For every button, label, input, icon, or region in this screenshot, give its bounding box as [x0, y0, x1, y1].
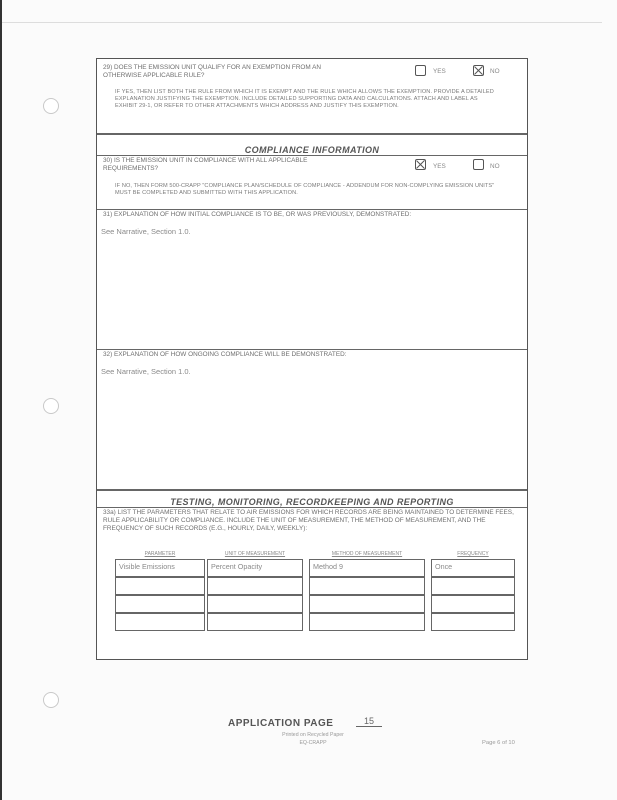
binder-hole-bottom [43, 692, 59, 708]
question-32-answer[interactable]: See Narrative, Section 1.0. [101, 367, 191, 376]
testing-section-title: TESTING, MONITORING, RECORDKEEPING AND REPORTING [170, 497, 454, 507]
recycled-paper-note: Printed on Recycled Paper [282, 732, 344, 738]
table-cell[interactable] [207, 577, 303, 595]
page-of-indicator: Page 6 of 10 [482, 740, 515, 746]
table-cell[interactable] [431, 577, 515, 595]
table-cell[interactable]: Once [431, 559, 515, 577]
table-cell[interactable] [309, 613, 425, 631]
table-cell[interactable]: Visible Emissions [115, 559, 205, 577]
table-cell[interactable] [309, 595, 425, 613]
column-header-unit: UNIT OF MEASUREMENT [224, 551, 286, 557]
question-29-label: 29) DOES THE EMISSION UNIT QUALIFY FOR AN EXEMPTION FROM AN OTHERWISE APPLICABLE RULE? [103, 64, 322, 79]
binder-hole-middle [43, 398, 59, 414]
divider [97, 155, 527, 156]
column-header-parameter: PARAMETER [144, 551, 176, 557]
table-cell[interactable]: Method 9 [309, 559, 425, 577]
divider [97, 209, 527, 210]
table-cell[interactable] [115, 613, 205, 631]
page-left-edge [0, 0, 2, 800]
question-33a-label: 33a) LIST THE PARAMETERS THAT RELATE TO AIR EMISSIONS FOR WHICH RECORDS ARE BEING MAINTAINED TO DETERMINE FEES, RULE APPLICABILITY OR COMPLIANCE. INCLUDE THE UNIT OF MEASUREMENT, THE METHOD OF MEASUREMENT, AND THE FREQUENCY OF SUCH RECORDS (E.G., HOURLY, DAILY, WEEKLY): [103, 509, 514, 532]
question-30-label: 30) IS THE EMISSION UNIT IN COMPLIANCE WITH ALL APPLICABLE REQUIREMENTS? [103, 157, 308, 172]
table-cell[interactable] [207, 595, 303, 613]
application-page-title: APPLICATION PAGE [228, 718, 334, 729]
table-cell[interactable] [431, 595, 515, 613]
q29-yes-checkbox[interactable] [415, 65, 426, 76]
application-form [96, 58, 528, 660]
question-29-instructions: IF YES, THEN LIST BOTH THE RULE FROM WHICH IT IS EXEMPT AND THE RULE WHICH ALLOWS THE EXEMPTION. PROVIDE A DETAILED EXPLANATION JUSTIFYING THE EXEMPTION. INCLUDE DETAILED SUPPORTING DATA AND CALCULATIONS. ATTACH AND LABEL AS EXHIBIT 29-1, OR REFER TO OTHER ATTACHMENTS WHICH ADDRESS AND JUSTIFY THIS EXEMPTION. [115, 89, 494, 109]
table-cell[interactable] [115, 595, 205, 613]
divider [97, 507, 527, 508]
q30-no-label: NO [490, 163, 500, 170]
table-cell[interactable] [309, 577, 425, 595]
question-31-label: 31) EXPLANATION OF HOW INITIAL COMPLIANCE IS TO BE, OR WAS PREVIOUSLY, DEMONSTRATED: [103, 211, 412, 218]
binder-hole-top [43, 98, 59, 114]
table-cell[interactable] [115, 577, 205, 595]
q30-yes-label: YES [433, 163, 446, 170]
q29-no-label: NO [490, 68, 500, 75]
divider [97, 349, 527, 350]
q29-no-checkbox[interactable] [473, 65, 484, 76]
form-code: EQ-CRAPP [299, 740, 327, 746]
question-29-section [97, 59, 527, 133]
question-31-answer[interactable]: See Narrative, Section 1.0. [101, 227, 191, 236]
table-cell[interactable] [431, 613, 515, 631]
divider [97, 133, 527, 135]
table-cell[interactable]: Percent Opacity [207, 559, 303, 577]
column-header-method: METHOD OF MEASUREMENT [331, 551, 403, 557]
column-header-frequency: FREQUENCY [457, 551, 489, 557]
question-32-label: 32) EXPLANATION OF HOW ONGOING COMPLIANCE WILL BE DEMONSTRATED: [103, 351, 347, 358]
question-30-instructions: IF NO, THEN FORM 500-CRAPP "COMPLIANCE PLAN/SCHEDULE OF COMPLIANCE - ADDENDUM FOR NON-COMPLYING EMISSION UNITS" MUST BE COMPLETED AND SUBMITTED WITH THIS APPLICATION. [115, 183, 495, 196]
q29-yes-label: YES [433, 68, 446, 75]
q30-no-checkbox[interactable] [473, 159, 484, 170]
page-top-edge [2, 22, 602, 23]
divider [97, 489, 527, 491]
compliance-section-title: COMPLIANCE INFORMATION [244, 145, 380, 155]
table-cell[interactable] [207, 613, 303, 631]
q30-yes-checkbox[interactable] [415, 159, 426, 170]
application-page-number: 15 [356, 716, 382, 727]
